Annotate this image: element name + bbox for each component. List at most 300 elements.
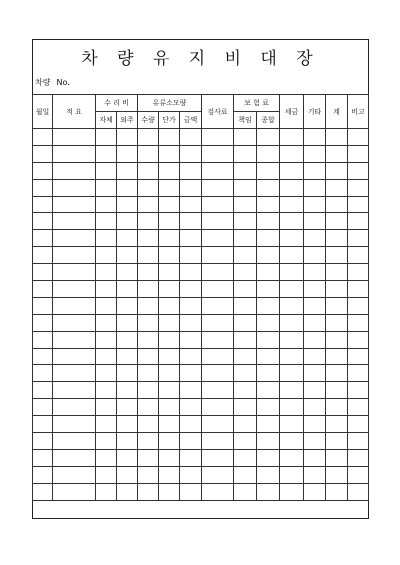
table-cell[interactable] xyxy=(96,129,117,146)
table-cell[interactable] xyxy=(96,433,117,450)
table-cell[interactable] xyxy=(159,365,180,382)
table-cell[interactable] xyxy=(33,348,53,365)
table-cell[interactable] xyxy=(257,382,280,399)
table-cell[interactable] xyxy=(180,264,202,281)
table-cell[interactable] xyxy=(117,264,138,281)
table-cell[interactable] xyxy=(348,399,369,416)
table-cell[interactable] xyxy=(257,145,280,162)
table-cell[interactable] xyxy=(117,145,138,162)
table-cell[interactable] xyxy=(326,247,348,264)
table-cell[interactable] xyxy=(33,264,53,281)
table-cell[interactable] xyxy=(257,399,280,416)
table-cell[interactable] xyxy=(280,213,304,230)
table-cell[interactable] xyxy=(257,466,280,483)
table-cell[interactable] xyxy=(159,129,180,146)
table-cell[interactable] xyxy=(138,365,159,382)
table-cell[interactable] xyxy=(326,382,348,399)
table-cell[interactable] xyxy=(180,196,202,213)
table-cell[interactable] xyxy=(257,449,280,466)
table-cell[interactable] xyxy=(138,129,159,146)
table-cell[interactable] xyxy=(96,348,117,365)
table-cell[interactable] xyxy=(257,162,280,179)
table-cell[interactable] xyxy=(202,382,234,399)
table-cell[interactable] xyxy=(304,365,326,382)
table-cell[interactable] xyxy=(53,264,96,281)
table-cell[interactable] xyxy=(257,230,280,247)
table-cell[interactable] xyxy=(180,331,202,348)
table-cell[interactable] xyxy=(280,264,304,281)
table-cell[interactable] xyxy=(257,213,280,230)
table-cell[interactable] xyxy=(348,416,369,433)
table-cell[interactable] xyxy=(280,129,304,146)
table-cell[interactable] xyxy=(53,382,96,399)
table-cell[interactable] xyxy=(138,196,159,213)
table-cell[interactable] xyxy=(280,281,304,298)
table-cell[interactable] xyxy=(159,483,180,500)
table-cell[interactable] xyxy=(53,213,96,230)
table-cell[interactable] xyxy=(159,416,180,433)
table-cell[interactable] xyxy=(180,213,202,230)
table-cell[interactable] xyxy=(159,264,180,281)
table-cell[interactable] xyxy=(348,281,369,298)
table-cell[interactable] xyxy=(326,348,348,365)
table-cell[interactable] xyxy=(159,145,180,162)
table-cell[interactable] xyxy=(280,382,304,399)
table-cell[interactable] xyxy=(257,281,280,298)
table-cell[interactable] xyxy=(326,331,348,348)
table-cell[interactable] xyxy=(304,433,326,450)
table-cell[interactable] xyxy=(138,230,159,247)
table-cell[interactable] xyxy=(234,382,257,399)
table-cell[interactable] xyxy=(202,281,234,298)
table-cell[interactable] xyxy=(180,416,202,433)
table-cell[interactable] xyxy=(159,382,180,399)
table-cell[interactable] xyxy=(180,382,202,399)
table-cell[interactable] xyxy=(138,416,159,433)
table-cell[interactable] xyxy=(33,449,53,466)
table-cell[interactable] xyxy=(138,449,159,466)
table-cell[interactable] xyxy=(234,483,257,500)
table-cell[interactable] xyxy=(257,179,280,196)
table-cell[interactable] xyxy=(326,162,348,179)
table-cell[interactable] xyxy=(234,213,257,230)
table-cell[interactable] xyxy=(304,348,326,365)
table-cell[interactable] xyxy=(138,162,159,179)
table-cell[interactable] xyxy=(96,230,117,247)
table-cell[interactable] xyxy=(180,449,202,466)
table-cell[interactable] xyxy=(304,416,326,433)
table-cell[interactable] xyxy=(348,314,369,331)
table-cell[interactable] xyxy=(326,365,348,382)
table-cell[interactable] xyxy=(53,314,96,331)
table-cell[interactable] xyxy=(304,162,326,179)
table-cell[interactable] xyxy=(117,399,138,416)
table-cell[interactable] xyxy=(234,365,257,382)
table-cell[interactable] xyxy=(33,314,53,331)
table-cell[interactable] xyxy=(348,213,369,230)
table-cell[interactable] xyxy=(234,162,257,179)
table-cell[interactable] xyxy=(202,247,234,264)
table-cell[interactable] xyxy=(180,483,202,500)
table-cell[interactable] xyxy=(180,433,202,450)
table-cell[interactable] xyxy=(326,483,348,500)
table-cell[interactable] xyxy=(257,129,280,146)
table-cell[interactable] xyxy=(33,162,53,179)
table-cell[interactable] xyxy=(53,297,96,314)
table-cell[interactable] xyxy=(202,483,234,500)
table-cell[interactable] xyxy=(348,230,369,247)
table-cell[interactable] xyxy=(159,179,180,196)
table-cell[interactable] xyxy=(159,281,180,298)
table-cell[interactable] xyxy=(202,416,234,433)
table-cell[interactable] xyxy=(202,179,234,196)
table-cell[interactable] xyxy=(234,196,257,213)
table-cell[interactable] xyxy=(159,213,180,230)
table-cell[interactable] xyxy=(326,281,348,298)
table-cell[interactable] xyxy=(202,230,234,247)
table-cell[interactable] xyxy=(326,416,348,433)
table-cell[interactable] xyxy=(33,433,53,450)
table-cell[interactable] xyxy=(202,466,234,483)
table-cell[interactable] xyxy=(348,449,369,466)
table-cell[interactable] xyxy=(326,433,348,450)
table-cell[interactable] xyxy=(53,247,96,264)
table-cell[interactable] xyxy=(304,179,326,196)
table-cell[interactable] xyxy=(326,129,348,146)
table-cell[interactable] xyxy=(202,314,234,331)
table-cell[interactable] xyxy=(96,145,117,162)
table-cell[interactable] xyxy=(234,129,257,146)
table-cell[interactable] xyxy=(180,281,202,298)
table-cell[interactable] xyxy=(117,179,138,196)
table-cell[interactable] xyxy=(96,365,117,382)
table-cell[interactable] xyxy=(348,145,369,162)
table-cell[interactable] xyxy=(234,230,257,247)
table-cell[interactable] xyxy=(138,483,159,500)
table-cell[interactable] xyxy=(138,348,159,365)
table-cell[interactable] xyxy=(33,281,53,298)
table-cell[interactable] xyxy=(348,466,369,483)
table-cell[interactable] xyxy=(117,331,138,348)
table-cell[interactable] xyxy=(280,230,304,247)
table-cell[interactable] xyxy=(180,129,202,146)
table-cell[interactable] xyxy=(304,483,326,500)
table-cell[interactable] xyxy=(159,314,180,331)
table-cell[interactable] xyxy=(326,297,348,314)
table-cell[interactable] xyxy=(180,348,202,365)
table-cell[interactable] xyxy=(33,382,53,399)
table-cell[interactable] xyxy=(33,331,53,348)
table-cell[interactable] xyxy=(202,399,234,416)
table-cell[interactable] xyxy=(117,416,138,433)
table-cell[interactable] xyxy=(53,416,96,433)
table-cell[interactable] xyxy=(159,297,180,314)
table-cell[interactable] xyxy=(53,466,96,483)
table-cell[interactable] xyxy=(280,196,304,213)
table-cell[interactable] xyxy=(326,145,348,162)
table-cell[interactable] xyxy=(348,433,369,450)
table-cell[interactable] xyxy=(138,213,159,230)
table-cell[interactable] xyxy=(234,264,257,281)
table-cell[interactable] xyxy=(326,213,348,230)
table-cell[interactable] xyxy=(53,449,96,466)
table-cell[interactable] xyxy=(96,179,117,196)
table-cell[interactable] xyxy=(33,483,53,500)
table-cell[interactable] xyxy=(96,247,117,264)
table-cell[interactable] xyxy=(280,179,304,196)
table-cell[interactable] xyxy=(33,466,53,483)
table-cell[interactable] xyxy=(326,264,348,281)
table-cell[interactable] xyxy=(234,314,257,331)
table-cell[interactable] xyxy=(257,196,280,213)
table-cell[interactable] xyxy=(138,382,159,399)
table-cell[interactable] xyxy=(180,314,202,331)
table-cell[interactable] xyxy=(304,297,326,314)
table-cell[interactable] xyxy=(138,466,159,483)
table-cell[interactable] xyxy=(257,365,280,382)
table-cell[interactable] xyxy=(257,297,280,314)
table-cell[interactable] xyxy=(159,449,180,466)
table-cell[interactable] xyxy=(53,433,96,450)
table-cell[interactable] xyxy=(280,331,304,348)
table-cell[interactable] xyxy=(96,449,117,466)
table-cell[interactable] xyxy=(180,179,202,196)
table-cell[interactable] xyxy=(117,213,138,230)
table-cell[interactable] xyxy=(326,399,348,416)
table-cell[interactable] xyxy=(96,281,117,298)
table-cell[interactable] xyxy=(280,399,304,416)
table-cell[interactable] xyxy=(280,314,304,331)
table-cell[interactable] xyxy=(304,247,326,264)
table-cell[interactable] xyxy=(257,331,280,348)
table-cell[interactable] xyxy=(202,449,234,466)
table-cell[interactable] xyxy=(326,314,348,331)
table-cell[interactable] xyxy=(96,314,117,331)
table-cell[interactable] xyxy=(348,129,369,146)
table-cell[interactable] xyxy=(202,196,234,213)
table-cell[interactable] xyxy=(304,213,326,230)
table-cell[interactable] xyxy=(257,247,280,264)
table-cell[interactable] xyxy=(117,196,138,213)
table-cell[interactable] xyxy=(117,129,138,146)
table-cell[interactable] xyxy=(33,230,53,247)
table-cell[interactable] xyxy=(159,466,180,483)
table-cell[interactable] xyxy=(53,348,96,365)
table-cell[interactable] xyxy=(348,348,369,365)
table-cell[interactable] xyxy=(348,382,369,399)
table-cell[interactable] xyxy=(159,399,180,416)
table-cell[interactable] xyxy=(326,449,348,466)
table-cell[interactable] xyxy=(96,213,117,230)
table-cell[interactable] xyxy=(280,348,304,365)
table-cell[interactable] xyxy=(53,129,96,146)
table-cell[interactable] xyxy=(348,179,369,196)
table-cell[interactable] xyxy=(53,281,96,298)
table-cell[interactable] xyxy=(234,297,257,314)
table-cell[interactable] xyxy=(138,297,159,314)
table-cell[interactable] xyxy=(159,247,180,264)
table-cell[interactable] xyxy=(234,399,257,416)
table-cell[interactable] xyxy=(280,365,304,382)
table-cell[interactable] xyxy=(326,179,348,196)
table-cell[interactable] xyxy=(280,449,304,466)
table-cell[interactable] xyxy=(304,314,326,331)
table-cell[interactable] xyxy=(202,129,234,146)
table-cell[interactable] xyxy=(304,196,326,213)
table-cell[interactable] xyxy=(96,162,117,179)
table-cell[interactable] xyxy=(33,129,53,146)
table-cell[interactable] xyxy=(234,449,257,466)
table-cell[interactable] xyxy=(180,365,202,382)
table-cell[interactable] xyxy=(202,433,234,450)
table-cell[interactable] xyxy=(117,466,138,483)
table-cell[interactable] xyxy=(257,348,280,365)
table-cell[interactable] xyxy=(117,230,138,247)
table-cell[interactable] xyxy=(180,145,202,162)
table-cell[interactable] xyxy=(159,348,180,365)
table-cell[interactable] xyxy=(304,264,326,281)
table-cell[interactable] xyxy=(280,466,304,483)
table-cell[interactable] xyxy=(33,213,53,230)
table-cell[interactable] xyxy=(138,145,159,162)
table-cell[interactable] xyxy=(348,483,369,500)
table-cell[interactable] xyxy=(117,297,138,314)
table-cell[interactable] xyxy=(280,247,304,264)
table-cell[interactable] xyxy=(138,433,159,450)
table-cell[interactable] xyxy=(96,331,117,348)
table-cell[interactable] xyxy=(257,416,280,433)
table-cell[interactable] xyxy=(280,433,304,450)
table-cell[interactable] xyxy=(96,399,117,416)
table-cell[interactable] xyxy=(138,264,159,281)
table-cell[interactable] xyxy=(202,365,234,382)
table-cell[interactable] xyxy=(202,331,234,348)
table-cell[interactable] xyxy=(348,365,369,382)
table-cell[interactable] xyxy=(117,348,138,365)
table-cell[interactable] xyxy=(348,297,369,314)
table-cell[interactable] xyxy=(304,449,326,466)
table-cell[interactable] xyxy=(180,230,202,247)
table-cell[interactable] xyxy=(234,331,257,348)
table-cell[interactable] xyxy=(117,365,138,382)
table-cell[interactable] xyxy=(159,196,180,213)
table-cell[interactable] xyxy=(304,145,326,162)
table-cell[interactable] xyxy=(33,247,53,264)
table-cell[interactable] xyxy=(96,382,117,399)
table-cell[interactable] xyxy=(234,348,257,365)
table-cell[interactable] xyxy=(348,264,369,281)
table-cell[interactable] xyxy=(96,196,117,213)
table-cell[interactable] xyxy=(117,433,138,450)
table-cell[interactable] xyxy=(304,129,326,146)
table-cell[interactable] xyxy=(33,399,53,416)
table-cell[interactable] xyxy=(234,247,257,264)
table-cell[interactable] xyxy=(96,297,117,314)
table-cell[interactable] xyxy=(280,483,304,500)
table-cell[interactable] xyxy=(138,314,159,331)
table-cell[interactable] xyxy=(180,399,202,416)
table-cell[interactable] xyxy=(257,264,280,281)
table-cell[interactable] xyxy=(280,297,304,314)
table-cell[interactable] xyxy=(138,331,159,348)
table-cell[interactable] xyxy=(138,247,159,264)
table-cell[interactable] xyxy=(304,382,326,399)
table-cell[interactable] xyxy=(117,247,138,264)
table-cell[interactable] xyxy=(234,179,257,196)
table-cell[interactable] xyxy=(53,162,96,179)
table-cell[interactable] xyxy=(304,281,326,298)
table-cell[interactable] xyxy=(33,416,53,433)
table-cell[interactable] xyxy=(348,162,369,179)
table-cell[interactable] xyxy=(280,416,304,433)
table-cell[interactable] xyxy=(202,145,234,162)
table-cell[interactable] xyxy=(202,213,234,230)
table-cell[interactable] xyxy=(33,297,53,314)
table-cell[interactable] xyxy=(304,466,326,483)
table-cell[interactable] xyxy=(33,196,53,213)
table-cell[interactable] xyxy=(138,281,159,298)
table-cell[interactable] xyxy=(53,365,96,382)
table-cell[interactable] xyxy=(348,331,369,348)
table-cell[interactable] xyxy=(348,247,369,264)
table-cell[interactable] xyxy=(280,162,304,179)
table-cell[interactable] xyxy=(326,466,348,483)
table-cell[interactable] xyxy=(159,162,180,179)
table-cell[interactable] xyxy=(117,162,138,179)
table-cell[interactable] xyxy=(202,264,234,281)
table-cell[interactable] xyxy=(96,466,117,483)
table-cell[interactable] xyxy=(159,230,180,247)
table-cell[interactable] xyxy=(234,281,257,298)
table-cell[interactable] xyxy=(53,399,96,416)
table-cell[interactable] xyxy=(304,331,326,348)
table-cell[interactable] xyxy=(53,145,96,162)
table-cell[interactable] xyxy=(234,466,257,483)
table-cell[interactable] xyxy=(202,297,234,314)
table-cell[interactable] xyxy=(234,433,257,450)
table-cell[interactable] xyxy=(180,297,202,314)
table-cell[interactable] xyxy=(117,281,138,298)
table-cell[interactable] xyxy=(257,483,280,500)
table-cell[interactable] xyxy=(257,314,280,331)
table-cell[interactable] xyxy=(304,399,326,416)
table-cell[interactable] xyxy=(33,365,53,382)
table-cell[interactable] xyxy=(159,433,180,450)
table-cell[interactable] xyxy=(96,483,117,500)
table-cell[interactable] xyxy=(202,348,234,365)
table-cell[interactable] xyxy=(180,162,202,179)
table-cell[interactable] xyxy=(117,483,138,500)
table-cell[interactable] xyxy=(96,264,117,281)
table-cell[interactable] xyxy=(180,466,202,483)
table-cell[interactable] xyxy=(117,449,138,466)
table-cell[interactable] xyxy=(234,145,257,162)
table-cell[interactable] xyxy=(326,230,348,247)
table-cell[interactable] xyxy=(234,416,257,433)
table-cell[interactable] xyxy=(96,416,117,433)
table-cell[interactable] xyxy=(117,314,138,331)
table-cell[interactable] xyxy=(53,331,96,348)
table-cell[interactable] xyxy=(33,179,53,196)
table-cell[interactable] xyxy=(180,247,202,264)
table-cell[interactable] xyxy=(326,196,348,213)
table-cell[interactable] xyxy=(304,230,326,247)
table-cell[interactable] xyxy=(280,145,304,162)
table-cell[interactable] xyxy=(202,162,234,179)
table-cell[interactable] xyxy=(33,145,53,162)
table-cell[interactable] xyxy=(53,196,96,213)
table-cell[interactable] xyxy=(138,399,159,416)
